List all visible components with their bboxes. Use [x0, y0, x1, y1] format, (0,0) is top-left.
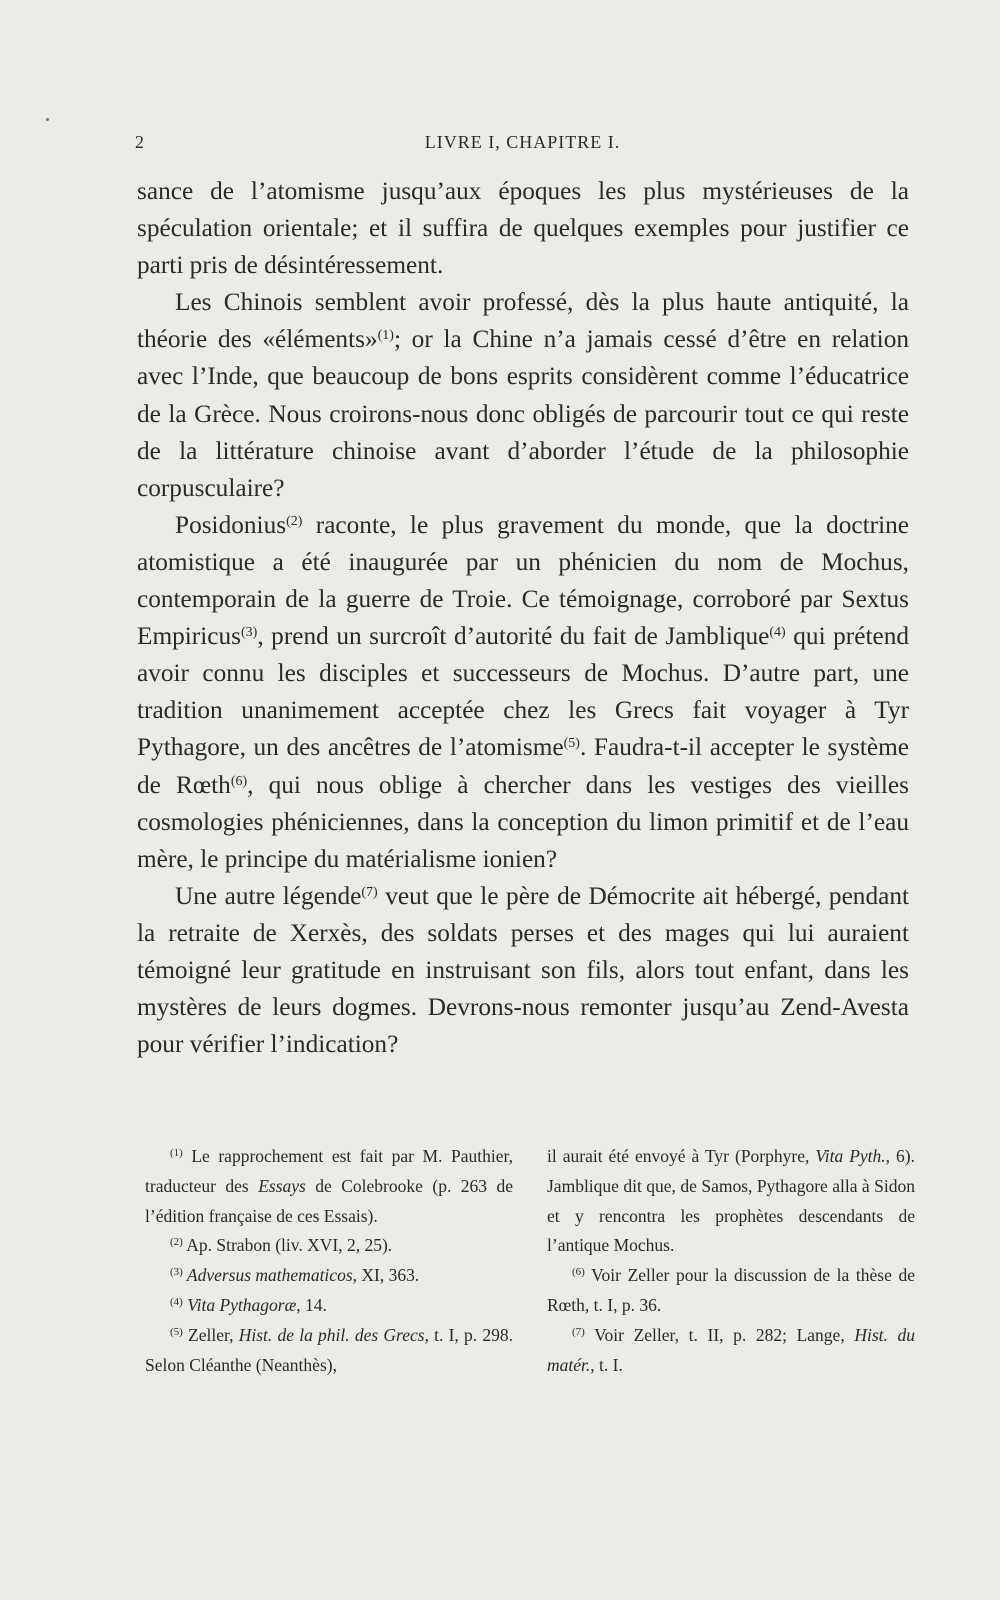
- text-run: Le rapprochement est fait par M. Pauthier, traducteur des: [145, 1146, 513, 1196]
- text-run: Zeller,: [182, 1324, 239, 1345]
- footnote-5: [145, 1321, 513, 1381]
- text-run: , qui nous oblige à chercher dans les vestiges des vieilles cosmologies phéniciennes, dans la conception du limon primitif et de l’eau mère, le principe du matérialisme ionien?: [137, 770, 909, 873]
- text-run: , t. I.: [590, 1354, 623, 1375]
- italic-title: Vita Pythagoræ: [182, 1294, 297, 1315]
- footnotes: [145, 1142, 915, 1380]
- main-text: [137, 173, 909, 1063]
- footnote-mark: (2): [170, 1236, 183, 1249]
- footnote-ref-4[interactable]: (4): [769, 625, 786, 641]
- text-run: ; or la Chine n’a jamais cessé d’être en relation avec l’Inde, que beaucoup de bons esprits considèrent comme l’éducatrice de la Grèce. Nous croirons-nous donc obligés de parcourir tout ce qui reste de la littérature chinoise avant d’aborder l’étude de la philosophie corpusculaire?: [137, 325, 910, 502]
- footnote-ref-2[interactable]: (2): [286, 513, 303, 529]
- footnote-ref-3[interactable]: (3): [240, 625, 258, 641]
- page-number: 2: [135, 132, 145, 152]
- footnote-5-continued: [547, 1142, 915, 1261]
- italic-title: Adversus mathematicos: [182, 1265, 353, 1286]
- footnote-2: [145, 1231, 513, 1261]
- text-run: qui prétend avoir connu les disciples et successeurs de Mochus. D’autre part, une tradition unanimement acceptée chez les Grecs fait voyager à Tyr Pythagore, un des ancêtres de l’atomisme: [137, 622, 909, 762]
- footnote-ref-7[interactable]: (7): [361, 884, 378, 900]
- text-run: , prend un surcroît d’autorité du fait de Jamblique: [257, 622, 770, 651]
- text-run: Une autre légende: [175, 881, 362, 910]
- running-header: [135, 132, 910, 162]
- footnote-6: [547, 1261, 915, 1321]
- paragraph-1: sance de l’atomisme jusqu’aux époques les plus mystérieuses de la spéculation orientale; et il suffira de quelques exemples pour justifier ce parti pris de désintéressement.: [137, 177, 909, 280]
- italic-title: Hist. de la phil. des Grecs: [238, 1324, 425, 1345]
- footnote-3: [145, 1261, 513, 1291]
- text-run: Voir Zeller, t. II, p. 282; Lange,: [584, 1324, 855, 1345]
- footnote-mark: (5): [170, 1325, 183, 1338]
- italic-title: Hist. du matér.: [547, 1324, 915, 1375]
- footnote-mark: (1): [170, 1147, 183, 1159]
- footnote-1: [145, 1142, 513, 1231]
- text-run: Ap. Strabon (liv. XVI, 2, 25).: [182, 1235, 393, 1256]
- footnote-mark: (3): [170, 1266, 183, 1279]
- paragraph-3: [137, 507, 909, 878]
- text-run: raconte, le plus gravement du monde, que la doctrine atomistique a été inaugurée par un phénicien du nom de Mochus, contemporain de la guerre de Troie. Ce témoignage, corroboré par Sextus Empiricus: [137, 510, 909, 651]
- italic-title: Vita Pyth.: [815, 1146, 886, 1166]
- paragraph-2: [137, 284, 909, 507]
- footnote-ref-6[interactable]: (6): [230, 773, 248, 789]
- paper-speck: [46, 118, 49, 121]
- footnote-7: [547, 1321, 915, 1381]
- italic-title: Essays: [258, 1175, 306, 1196]
- footnote-ref-5[interactable]: (5): [563, 736, 580, 752]
- text-run: de Colebrooke (p. 263 de l’édition française de ces Essais).: [145, 1175, 514, 1226]
- footnote-column-left: [145, 1142, 513, 1380]
- text-run: . Faudra-t-il accepter le système de Rœth: [137, 733, 909, 799]
- text-run: , 6). Jamblique dit que, de Samos, Pythagore alla à Sidon et y rencontra les prophètes descendants de l’antique Mochus.: [547, 1146, 915, 1256]
- text-run: Posidonius: [175, 510, 287, 539]
- text-run: , t. I, p. 298. Selon Cléanthe (Neanthès),: [145, 1324, 513, 1375]
- text-run: veut que le père de Démocrite ait hébergé, pendant la retraite de Xerxès, des soldats perses et des mages qui lui auraient témoigné leur gratitude en instruisant son fils, alors tout enfant, dans les mystères de leurs dogmes. Devrons-nous remonter jusqu’au Zend-Avesta pour vérifier l’indication?: [137, 881, 909, 1059]
- paragraph-4: [137, 878, 909, 1063]
- text-run: il aurait été envoyé à Tyr (Porphyre,: [547, 1146, 816, 1166]
- footnote-mark: (6): [572, 1266, 585, 1279]
- text-run: , 14.: [296, 1294, 327, 1315]
- footnote-4: [145, 1291, 513, 1321]
- text-run: Les Chinois semblent avoir professé, dès la plus haute antiquité, la théorie des «éléments»: [137, 288, 909, 354]
- text-run: Voir Zeller pour la discussion de la thèse de Rœth, t. I, p. 36.: [547, 1265, 915, 1315]
- running-title: LIVRE I, CHAPITRE I.: [424, 132, 621, 152]
- footnote-mark: (4): [170, 1295, 183, 1308]
- footnote-mark: (7): [572, 1325, 585, 1338]
- footnote-ref-1[interactable]: (1): [377, 328, 394, 344]
- footnote-column-right: [547, 1142, 915, 1380]
- text-run: , XI, 363.: [352, 1265, 420, 1286]
